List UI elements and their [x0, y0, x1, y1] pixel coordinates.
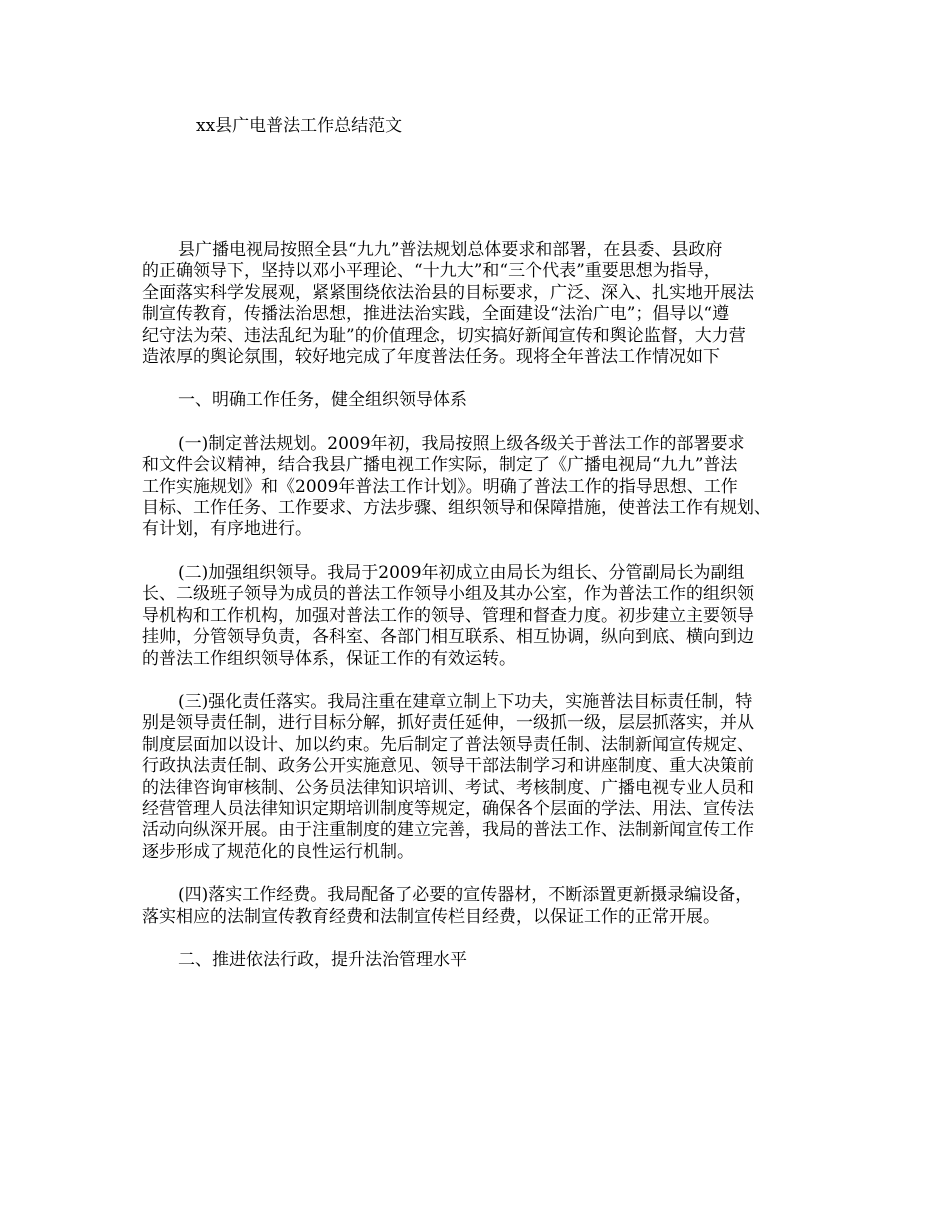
text-line: 制度层面加以设计、加以约束。先后制定了普法领导责任制、法制新闻宣传规定、 — [142, 734, 754, 755]
text-line: 的正确领导下，坚持以邓小平理论、“十九大”和“三个代表”重要思想为指导， — [142, 261, 721, 282]
text-line: 行政执法责任制、政务公开实施意见、领导干部法制学习和讲座制度、重大决策前 — [142, 756, 754, 777]
text-line: 纪守法为荣、违法乱纪为耻”的价值理念，切实搞好新闻宣传和舆论监督，大力营 — [142, 325, 746, 346]
text-line: (二)加强组织领导。我局于2009年初成立由局长为组长、分管副局长为副组 — [178, 562, 745, 583]
item-paragraph-3 — [142, 692, 822, 863]
text-line: 落实相应的法制宣传教育经费和法制宣传栏目经费，以保证工作的正常开展。 — [142, 906, 720, 927]
text-line: 目标、工作任务、工作要求、方法步骤、组织领导和保障措施，使普法工作有规划、 — [142, 498, 771, 519]
text-line: (三)强化责任落实。我局注重在建章立制上下功夫，实施普法目标责任制，特 — [178, 691, 753, 712]
section-heading-2: 二、推进依法行政，提升法治管理水平 — [178, 949, 467, 970]
document-title: xx县广电普法工作总结范文 — [196, 116, 403, 136]
item-paragraph-2 — [142, 563, 822, 670]
item-paragraph-1 — [142, 434, 822, 541]
section-heading-1: 一、明确工作任务，健全组织领导体系 — [178, 390, 467, 411]
text-line: 别是领导责任制，进行目标分解，抓好责任延伸，一级抓一级，层层抓落实，并从 — [142, 713, 754, 734]
intro-paragraph — [142, 240, 822, 368]
text-line: 活动向纵深开展。由于注重制度的建立完善，我局的普法工作、法制新闻宣传工作 — [142, 820, 754, 841]
text-line: 的普法工作组织领导体系，保证工作的有效运转。 — [142, 648, 516, 669]
text-line: 工作实施规划》和《2009年普法工作计划》。明确了普法工作的指导思想、工作 — [142, 476, 738, 497]
text-line: 县广播电视局按照全县“九九”普法规划总体要求和部署，在县委、县政府 — [178, 240, 723, 260]
text-line: 长、二级班子领导为成员的普法工作领导小组及其办公室，作为普法工作的组织领 — [142, 584, 754, 605]
document-body — [142, 240, 822, 993]
text-line: (四)落实工作经费。我局配备了必要的宣传器材，不断添置更新摄录编设备， — [178, 885, 753, 906]
text-line: 有计划，有序地进行。 — [142, 519, 312, 540]
item-paragraph-4 — [142, 885, 822, 928]
text-line: (一)制定普法规划。2009年初，我局按照上级各级关于普法工作的部署要求 — [178, 433, 745, 454]
text-line: 全面落实科学发展观，紧紧围绕依法治县的目标要求，广泛、深入、扎实地开展法 — [142, 282, 754, 303]
text-line: 造浓厚的舆论氛围，较好地完成了年度普法任务。现将全年普法工作情况如下 — [142, 347, 720, 368]
text-line: 导机构和工作机构，加强对普法工作的领导、管理和督查力度。初步建立主要领导 — [142, 605, 754, 626]
text-line: 的法律咨询审核制、公务员法律知识培训、考试、考核制度、广播电视专业人员和 — [142, 777, 754, 798]
text-line: 逐步形成了规范化的良性运行机制。 — [142, 841, 414, 862]
text-line: 和文件会议精神，结合我县广播电视工作实际，制定了《广播电视局“九九”普法 — [142, 455, 738, 476]
text-line: 经营管理人员法律知识定期培训制度等规定，确保各个层面的学法、用法、宣传法 — [142, 798, 754, 819]
text-line: 制宣传教育，传播法治思想，推进法治实践，全面建设“法治广电”；倡导以“遵 — [142, 304, 730, 325]
text-line: 挂帅，分管领导负责，各科室、各部门相互联系、相互协调，纵向到底、横向到边 — [142, 627, 754, 648]
